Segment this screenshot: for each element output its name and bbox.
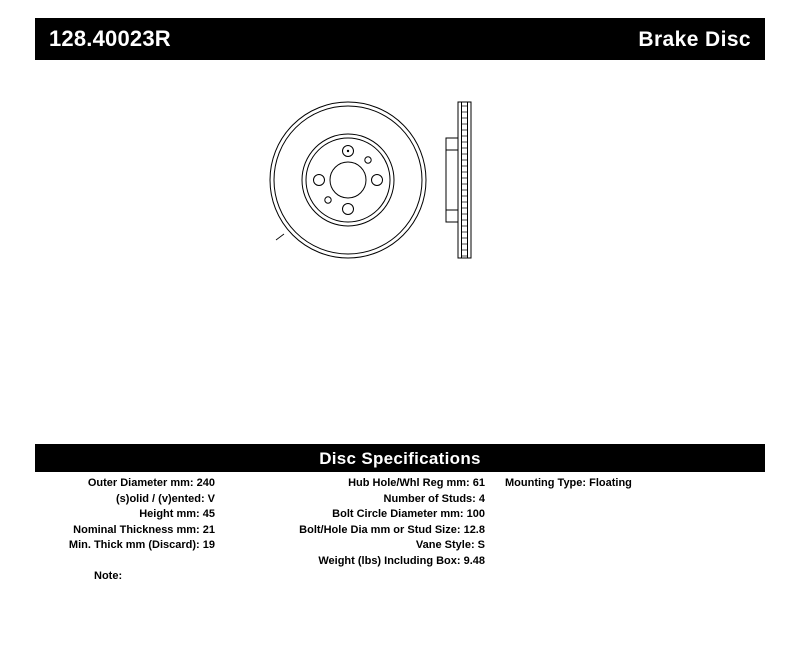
rim-tick-lower-left	[276, 234, 284, 240]
spec-height: Height mm: 45	[139, 508, 215, 520]
spec-column-middle	[231, 476, 485, 569]
brake-rotor-illustration	[240, 90, 560, 290]
disc-specifications-bar	[35, 444, 765, 472]
spec-vane-style: Vane Style: S	[415, 539, 485, 551]
rotor-edge-outline	[458, 102, 471, 258]
locator-hole-lower-left	[325, 197, 331, 203]
spec-solid-or-vented: (s)olid / (v)ented: V	[116, 492, 215, 505]
spec-bolt-hole-dia-or-stud-size: Bolt/Hole Dia mm or Stud Size: 12.8	[299, 523, 485, 536]
page-title: Brake Disc	[638, 27, 751, 51]
stud-hole-bottom	[343, 204, 354, 215]
spec-column-right	[505, 476, 765, 492]
rotor-center-hub-hole	[330, 162, 366, 198]
specifications-columns	[35, 476, 765, 586]
rotor-hat-edge-profile	[446, 138, 458, 222]
spec-outer-diameter: Outer Diameter mm: 240	[87, 477, 215, 489]
part-number: 128.40023R	[49, 26, 171, 51]
disc-specifications-title: Disc Specifications	[319, 448, 481, 468]
rotor-outer-edge-circle	[270, 102, 426, 258]
spec-hub-hole: Hub Hole/Whl Reg mm: 61	[348, 477, 485, 489]
locator-hole-upper-right	[365, 157, 371, 163]
spec-bolt-circle-diameter: Bolt Circle Diameter mm: 100	[332, 508, 485, 520]
stud-hole-right	[372, 175, 383, 186]
rotor-drawing	[240, 90, 560, 290]
spec-number-of-studs: Number of Studs: 4	[383, 492, 485, 505]
note-label: Note:	[94, 570, 123, 582]
rotor-inner-friction-circle	[302, 134, 394, 226]
header-bar	[35, 18, 765, 60]
rotor-outer-friction-circle	[274, 106, 422, 254]
spec-column-left	[35, 476, 215, 554]
stud-center-mark-top	[347, 150, 349, 152]
spec-nominal-thickness: Nominal Thickness mm: 21	[73, 523, 215, 536]
spec-weight-including-box: Weight (lbs) Including Box: 9.48	[318, 554, 485, 567]
spec-min-thickness-discard: Min. Thick mm (Discard): 19	[68, 539, 215, 551]
spec-mounting-type: Mounting Type: Floating	[505, 477, 632, 489]
stud-hole-left	[314, 175, 325, 186]
